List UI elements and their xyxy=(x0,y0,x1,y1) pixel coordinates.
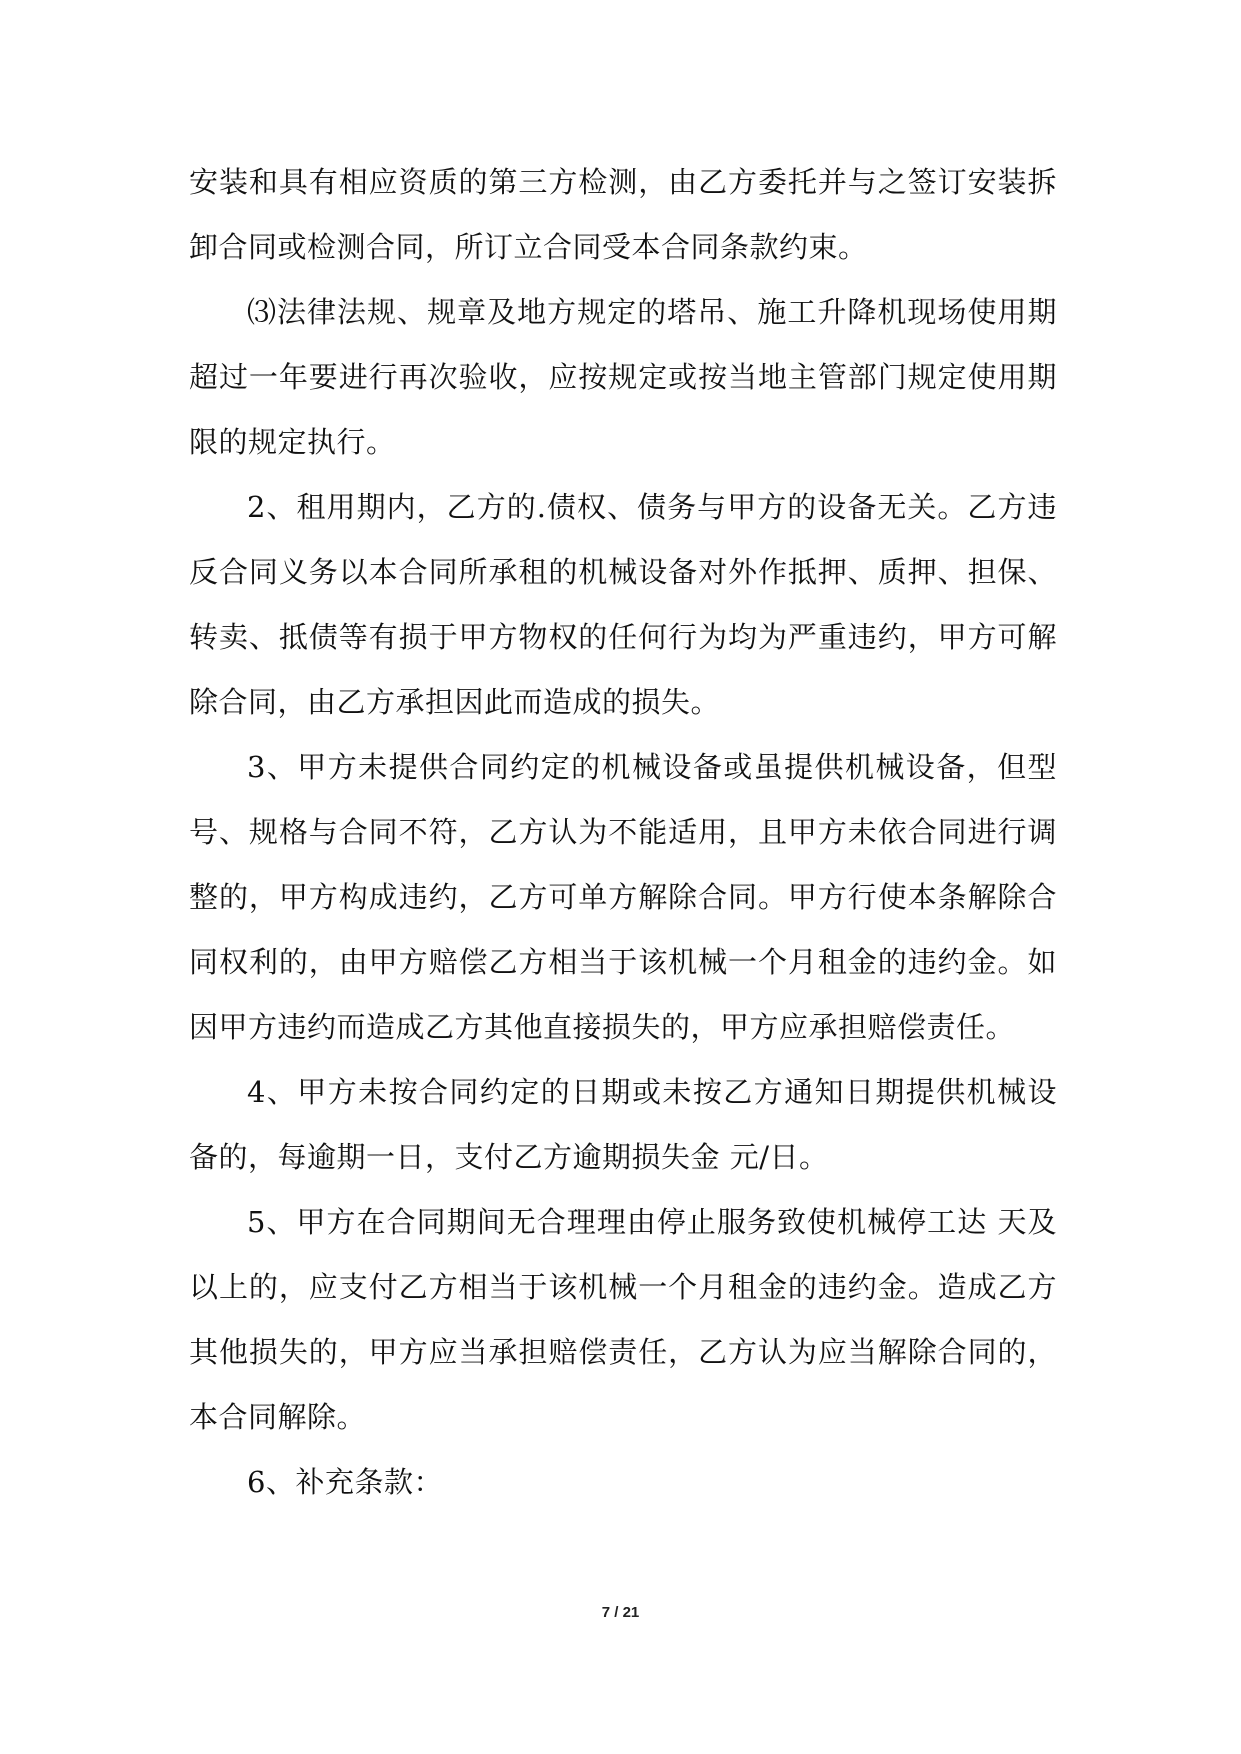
paragraph-clause-2: 2、租用期内，乙方的.债权、债务与甲方的设备无关。乙方违反合同义务以本合同所承租的机械设备对外作抵押、质押、担保、转卖、抵债等有损于甲方物权的任何行为均为严重违约，甲方可解除合同，由乙方承担因此而造成的损失。 xyxy=(189,490,1057,719)
paragraph-clause-4: 4、甲方未按合同约定的日期或未按乙方通知日期提供机械设备的，每逾期一日，支付乙方逾期损失金 元/日。 xyxy=(189,1075,1057,1174)
document-body xyxy=(189,150,1057,1515)
paragraph-clause-6: 6、补充条款： xyxy=(247,1465,443,1499)
page-number: 7 / 21 xyxy=(601,1604,640,1621)
paragraph-clause-5: 5、甲方在合同期间无合理理由停止服务致使机械停工达 天及以上的，应支付乙方相当于该机械一个月租金的违约金。造成乙方其他损失的，甲方应当承担赔偿责任，乙方认为应当解除合同的，本合同解除。 xyxy=(189,1205,1057,1434)
paragraph-clause-3: 3、甲方未提供合同约定的机械设备或虽提供机械设备，但型号、规格与合同不符，乙方认为不能适用，且甲方未依合同进行调整的，甲方构成违约，乙方可单方解除合同。甲方行使本条解除合同权利的，由甲方赔偿乙方相当于该机械一个月租金的违约金。如因甲方违约而造成乙方其他直接损失的，甲方应承担赔偿责任。 xyxy=(189,750,1057,1044)
paragraph-clause-3-sub: ⑶法律法规、规章及地方规定的塔吊、施工升降机现场使用期超过一年要进行再次验收，应按规定或按当地主管部门规定使用期限的规定执行。 xyxy=(189,295,1057,459)
paragraph-continuation: 安装和具有相应资质的第三方检测，由乙方委托并与之签订安装拆卸合同或检测合同，所订立合同受本合同条款约束。 xyxy=(189,165,1057,264)
